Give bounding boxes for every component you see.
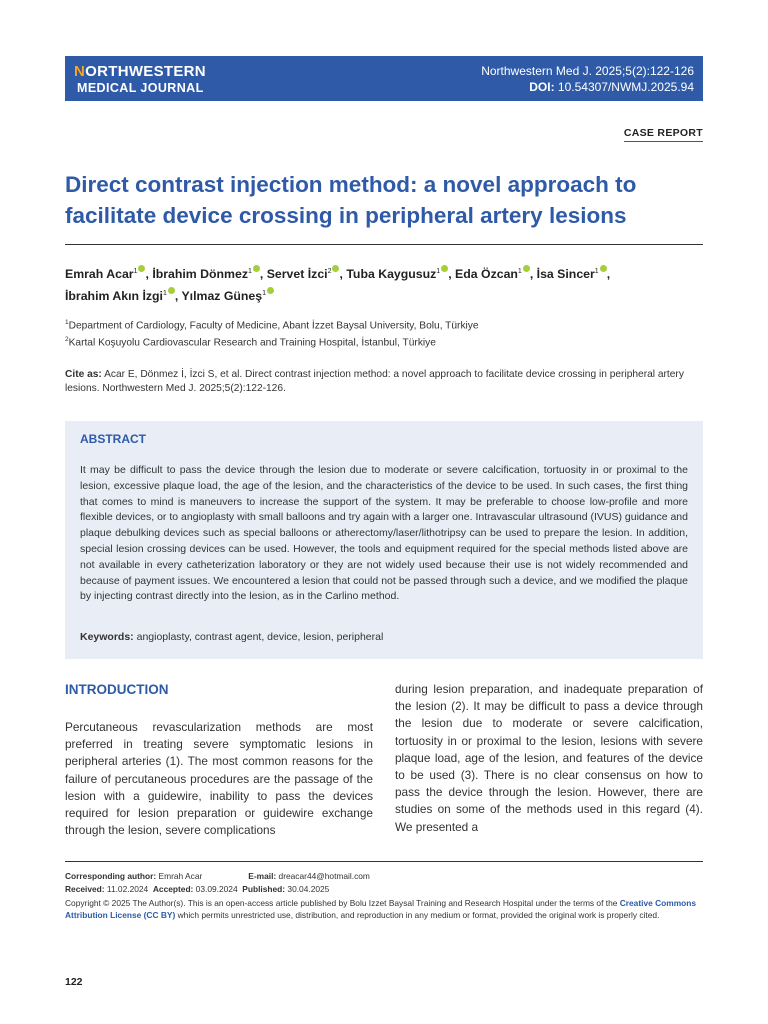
- affiliation-text: Kartal Koşuyolu Cardiovascular Research and Training Hospital, İstanbul, Türkiye: [68, 337, 436, 349]
- cite-as: [65, 368, 705, 396]
- footer-divider: [65, 861, 703, 862]
- cite-text: Acar E, Dönmez İ, İzci S, et al. Direct contrast injection method: a novel approach to facilitate device crossing in peripheral artery lesions. Northwestern Med J. 2025;5(2):122-126.: [65, 369, 684, 394]
- author-affiliation-number: 1: [133, 268, 138, 275]
- abstract-text: It may be difficult to pass the device through the lesion due to moderate or severe calcification, tortuosity in or proximal to the lesion, excessive plaque load, the age of the lesion, and the characteristics of the device to be used. In such cases, the first thing that comes to mind is maneuvers to increase the support of the system. It may be preferable to choose low-profile and more flexible devices, or to angioplasty with small balloons and try again with a larger one. Intravascular ultrasound (IVUS) guidance and plaque debulking devices such as special balloons or atherectomy/laser/lithotripsy can be used to prepare the lesion. In addition, special lesion crossing devices can be used. However, the tools and equipment required for the special methods listed above are not available in every catheterization laboratory or they are not widely used because their use is not widely recommended and because of payment issues. We encountered a lesion that could not be passed through such a device, and we modified the plaque by injecting contrast directly into the lesion, as in the Carlino method.: [80, 464, 688, 603]
- keywords-list: angioplasty, contrast agent, device, lesion, peripheral: [133, 631, 384, 643]
- copyright-text-end: which permits unrestricted use, distribution, and reproduction in any medium or format, provided the original work is properly cited.: [175, 910, 660, 920]
- article-title: Direct contrast injection method: a novel approach to facilitate device crossing in peripheral artery lesions: [65, 172, 637, 228]
- author-name: İbrahim Dönmez: [152, 267, 248, 282]
- keywords-label: Keywords:: [80, 631, 134, 643]
- author-affiliation-number: 1: [436, 268, 441, 275]
- received-label: Received:: [65, 883, 105, 894]
- affiliation-item: [65, 316, 479, 333]
- author-name: Tuba Kaygusuz: [346, 267, 437, 282]
- logo-initial: N: [74, 63, 86, 80]
- doi-label: DOI:: [529, 80, 555, 94]
- corresponding-author: Emrah Acar: [156, 871, 203, 881]
- orcid-icon[interactable]: [267, 287, 274, 294]
- article-type: CASE REPORT: [624, 127, 703, 142]
- introduction-column-left: Percutaneous revascularization methods are most preferred in treating severe symptomatic lesions in peripheral arteries (1). The most common reasons for the failure of percutaneous procedures are the passage of the lesion with a guidewire, inability to pass the devices required for lesion preparation or guidewire exchange through the lesion, severe complications: [65, 720, 373, 838]
- journal-header: [65, 56, 703, 101]
- author-list: Emrah Acar$^1$ , İbrahim Dönmez$^1$ , Servet İzci$^2$ , Tuba Kaygusuz$^1$ , Eda Özcan$^1$ , İsa Sincer$^1$ , İbrahim Akın İzgi$^1$ , Yılmaz Güneş$^1$: [65, 262, 705, 306]
- logo-subtitle: MEDICAL JOURNAL: [77, 81, 204, 95]
- published-date: 30.04.2025: [285, 883, 330, 894]
- logo-title: ORTHWESTERN: [85, 63, 206, 80]
- orcid-icon[interactable]: [253, 265, 260, 272]
- journal-citation: Northwestern Med J. 2025;5(2):122-126: [481, 64, 694, 78]
- author-name: Servet İzci: [266, 267, 328, 282]
- title-divider: [65, 244, 703, 245]
- orcid-icon[interactable]: [138, 265, 145, 272]
- cite-label: Cite as:: [65, 369, 102, 380]
- journal-logo[interactable]: [74, 64, 206, 96]
- introduction-column-right: during lesion preparation, and inadequate preparation of the lesion (2). It may be difficult to pass a device through the lesion due to moderate or severe calcification, tortuosity in or proximal to the lesion, lesions with severe plaque load, age of the lesion, and features of the device to be used (3). There is no clear consensus on how to pass the device through the lesion. However, there are studies on some of the methods used in this regard (4). We presented a: [395, 682, 703, 834]
- affiliation-item: [65, 333, 479, 350]
- accepted-label: Accepted:: [152, 883, 194, 894]
- author-affiliation-number: 1: [594, 268, 599, 275]
- affiliation-text: Department of Cardiology, Faculty of Medicine, Abant İzzet Baysal University, Bolu, Türkiye: [68, 320, 479, 332]
- email-label: E-mail:: [248, 871, 277, 881]
- affiliation-number: 2: [65, 336, 69, 344]
- keywords: [80, 631, 383, 643]
- affiliation-number: 1: [65, 319, 69, 326]
- author-name: Eda Özcan: [455, 267, 518, 282]
- corresponding-label: Corresponding author:: [65, 871, 157, 881]
- abstract-box: [65, 421, 703, 659]
- author-affiliation-number: 2: [327, 268, 332, 275]
- orcid-icon[interactable]: [168, 287, 175, 294]
- author-name: Yılmaz Güneş: [181, 289, 263, 304]
- copyright-text: Copyright © 2025 The Author(s). This is an open-access article published by Bolu Izzet Baysal Training and Research Hospital under the terms of the: [65, 898, 620, 908]
- orcid-icon[interactable]: [600, 265, 607, 272]
- orcid-icon[interactable]: [523, 265, 530, 272]
- author-name: Emrah Acar: [65, 267, 134, 282]
- author-affiliation-number: 1: [247, 268, 252, 275]
- author-name: İsa Sincer: [536, 267, 595, 282]
- doi-value[interactable]: 10.54307/NWMJ.2025.94: [554, 80, 694, 94]
- received-date: 11.02.2024: [104, 883, 149, 894]
- license-link[interactable]: Creative Commons Attribution License (CC BY): [65, 898, 697, 920]
- abstract-heading: ABSTRACT: [80, 432, 146, 446]
- correspondence-block: [65, 870, 705, 895]
- accepted-date: 03.09.2024: [193, 883, 238, 894]
- introduction-heading: INTRODUCTION: [65, 682, 169, 697]
- doi-line[interactable]: [481, 79, 694, 95]
- copyright-notice: [65, 897, 705, 921]
- email-link[interactable]: dreacar44@hotmail.com: [276, 871, 370, 881]
- author-name: İbrahim Akın İzgi: [65, 289, 163, 304]
- orcid-icon[interactable]: [332, 265, 339, 272]
- header-citation-block: [481, 63, 694, 95]
- author-affiliation-number: 1: [162, 290, 167, 298]
- affiliation-list: [65, 316, 479, 351]
- page-number: 122: [65, 976, 83, 988]
- author-affiliation-number: 1: [517, 268, 522, 275]
- published-label: Published:: [242, 883, 286, 894]
- author-affiliation-number: 1: [262, 290, 267, 298]
- orcid-icon[interactable]: [441, 265, 448, 272]
